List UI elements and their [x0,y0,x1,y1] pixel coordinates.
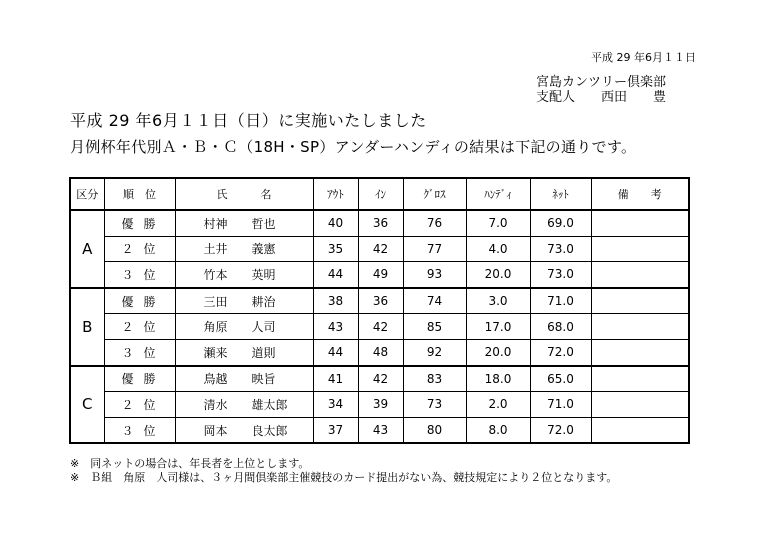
net-cell: 71.0 [530,288,591,314]
document-date: 平成 29 年6月１１日 [591,51,696,64]
net-cell: 71.0 [530,392,591,418]
in-cell: 42 [358,366,403,392]
rank-cell: 優勝 [104,288,175,314]
net-cell: 65.0 [530,366,591,392]
out-cell: 44 [313,262,358,288]
remarks-cell [591,339,689,365]
rank-cell: 優勝 [104,210,175,236]
rank-cell: ２位 [104,236,175,262]
rank-cell: ２位 [104,392,175,418]
table-row [70,366,689,392]
in-cell: 48 [358,339,403,365]
out-cell: 35 [313,236,358,262]
name-cell: 鳥越 映旨 [175,366,313,392]
remarks-cell [591,392,689,418]
net-cell: 73.0 [530,262,591,288]
out-cell: 44 [313,339,358,365]
announcement-line-1: 平成 29 年6月１１日（日）に実施いたしました [70,111,427,130]
rank-cell: 優勝 [104,366,175,392]
gross-cell: 85 [403,314,466,340]
header-gross: ｸﾞﾛｽ [403,178,466,210]
net-cell: 69.0 [530,210,591,236]
remarks-cell [591,210,689,236]
table-row [70,339,689,365]
manager-name: 支配人 西田 豊 [536,90,667,105]
club-name: 宮島カンツリー倶楽部 [536,75,667,90]
handicap-cell: 4.0 [466,236,530,262]
remarks-cell [591,236,689,262]
gross-cell: 80 [403,417,466,443]
net-cell: 72.0 [530,339,591,365]
gross-cell: 93 [403,262,466,288]
header-group: 区分 [70,178,104,210]
name-cell: 村神 哲也 [175,210,313,236]
header-handicap: ﾊﾝﾃﾞｨ [466,178,530,210]
in-cell: 49 [358,262,403,288]
header-name: 氏 名 [175,178,313,210]
handicap-cell: 17.0 [466,314,530,340]
table-row [70,236,689,262]
table-row [70,392,689,418]
group-label: A [70,210,104,288]
gross-cell: 76 [403,210,466,236]
handicap-cell: 20.0 [466,339,530,365]
results-table [69,177,690,444]
header-rank: 順 位 [104,178,175,210]
table-row [70,314,689,340]
handicap-cell: 8.0 [466,417,530,443]
handicap-cell: 20.0 [466,262,530,288]
out-cell: 40 [313,210,358,236]
footnote-card-rule: ※ Ｂ組 角原 人司様は、３ヶ月間倶楽部主催競技のカード提出がない為、競技規定により２位となります。 [70,471,618,484]
rank-cell: ２位 [104,314,175,340]
name-cell: 岡本 良太郎 [175,417,313,443]
remarks-cell [591,288,689,314]
organization-block [536,75,666,105]
handicap-cell: 18.0 [466,366,530,392]
rank-cell: ３位 [104,262,175,288]
handicap-cell: 2.0 [466,392,530,418]
handicap-cell: 3.0 [466,288,530,314]
handicap-cell: 7.0 [466,210,530,236]
net-cell: 68.0 [530,314,591,340]
net-cell: 72.0 [530,417,591,443]
header-out: ｱｳﾄ [313,178,358,210]
table-row [70,262,689,288]
gross-cell: 74 [403,288,466,314]
remarks-cell [591,417,689,443]
announcement-line-2: 月例杯年代別Ａ・Ｂ・Ｃ（18H・SP）アンダーハンディの結果は下記の通りです。 [70,138,637,156]
in-cell: 43 [358,417,403,443]
remarks-cell [591,262,689,288]
gross-cell: 77 [403,236,466,262]
in-cell: 36 [358,288,403,314]
in-cell: 36 [358,210,403,236]
in-cell: 42 [358,314,403,340]
out-cell: 41 [313,366,358,392]
remarks-cell [591,366,689,392]
rank-cell: ３位 [104,417,175,443]
header-net: ﾈｯﾄ [530,178,591,210]
remarks-cell [591,314,689,340]
footnotes [70,457,617,485]
out-cell: 37 [313,417,358,443]
name-cell: 三田 耕治 [175,288,313,314]
table-row [70,210,689,236]
name-cell: 瀬来 道則 [175,339,313,365]
group-label: C [70,366,104,444]
out-cell: 38 [313,288,358,314]
gross-cell: 92 [403,339,466,365]
rank-cell: ３位 [104,339,175,365]
out-cell: 34 [313,392,358,418]
name-cell: 角原 人司 [175,314,313,340]
in-cell: 39 [358,392,403,418]
out-cell: 43 [313,314,358,340]
gross-cell: 73 [403,392,466,418]
in-cell: 42 [358,236,403,262]
footnote-tiebreak: ※ 同ネットの場合は、年長者を上位とします。 [70,457,310,470]
header-remarks: 備 考 [591,178,689,210]
header-in: ｲﾝ [358,178,403,210]
table-row [70,288,689,314]
group-label: B [70,288,104,366]
name-cell: 土井 義憲 [175,236,313,262]
gross-cell: 83 [403,366,466,392]
table-row [70,417,689,443]
net-cell: 73.0 [530,236,591,262]
name-cell: 清水 雄太郎 [175,392,313,418]
table-header-row [70,178,689,210]
name-cell: 竹本 英明 [175,262,313,288]
